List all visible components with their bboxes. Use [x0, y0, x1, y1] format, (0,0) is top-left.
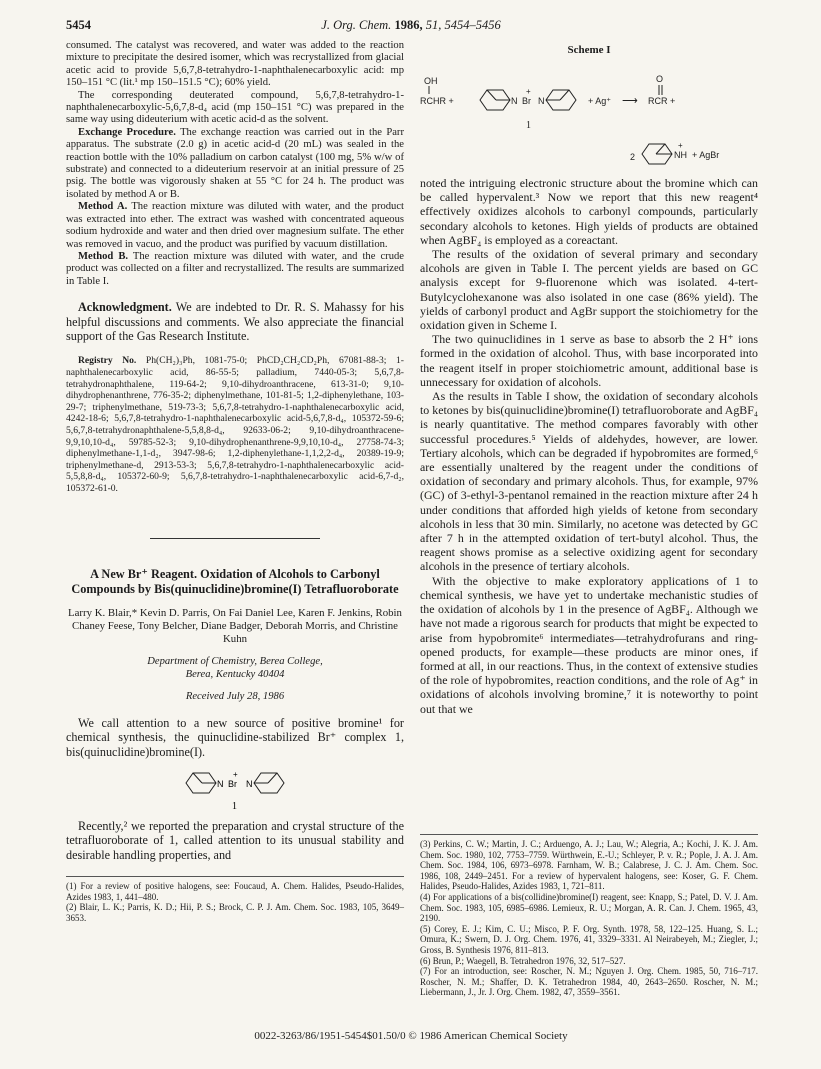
paragraph: consumed. The catalyst was recovered, and water was added to the reaction mixture to precipitate the desired isomer, which was recrystallized from glacial acetic acid to provide 5,6,7,8-tetrahydro-1-naphthalenecarboxylic acid: mp 150–151 °C (lit.¹ mp 150–151.5 °C); 60% yield. — [66, 40, 404, 89]
right-column — [420, 176, 758, 716]
footnote: (1) For a review of positive halogens, see: Foucaud, A. Chem. Halides, Pseudo-Halides, Azides 1983, 1, 441–480. — [66, 881, 404, 902]
affiliation: Department of Chemistry, Berea College, Berea, Kentucky 40404 — [147, 655, 323, 680]
svg-text:RCR +: RCR + — [648, 96, 676, 106]
acknowledgment: Acknowledgment. We are indebted to Dr. R. S. Mahassy for his helpful discussions and comments. We also appreciate the financial support of the Gas Research Institute. — [66, 300, 404, 343]
svg-text:RCHR +: RCHR + — [420, 96, 454, 106]
journal-citation: J. Org. Chem. 1986, 51, 5454–5456 — [321, 18, 501, 32]
svg-text:2: 2 — [630, 152, 636, 162]
paragraph: The results of the oxidation of several primary and secondary alcohols are given in Table I. The percent yields are based on GC analysis except for 9-fluorenone which was isolated. 4-tert-Butylcyclohexanone was also isolated in one case (86% yield). The yields of carbonyl product and AgBr support the stoichiometry for the oxidation given in Scheme I. — [420, 247, 758, 333]
footnote: (5) Corey, E. J.; Kim, C. U.; Misco, P. F. Org. Synth. 1978, 58, 122–125. Huang, S. L.; Omura, K.; Swern, D. J. Org. Chem. 1976, 41, 3329–3331. Al Neirabeyeh, M.; Ziegler, J.; Gross, B. Synthesis 1976, 811–813. — [420, 923, 758, 955]
scheme-1 — [420, 44, 758, 172]
divider — [150, 538, 320, 539]
paragraph: Method A. The reaction mixture was diluted with water, and the product was extracted into ether. The extract was washed with concentrated aqueous sodium hydroxide and water and then dried over magnesium sulfate. The ether was removed in vacuo, and the product was purified by vacuum distillation. — [66, 201, 405, 250]
paragraph: Exchange Procedure. The exchange reaction was carried out in the Parr apparatus. The substrate (2.0 g) in acetic acid-d (20 mL) was sealed in the reaction bottle with the 10% palladium on carbon catalyst (100 mg, 5% w/w of substrate) and connected to a dideuterium reservoir at an initial pressure of 25 psig. The bottle was vigorously shaken at 55 °C for 24 h. The product was isolated by method A or B. — [66, 126, 404, 200]
svg-text:+: + — [233, 770, 238, 780]
svg-text:1: 1 — [232, 801, 237, 813]
paragraph: As the results in Table I show, the oxidation of secondary alcohols to ketones by bis(quinuclidine)bromine(I) tetrafluoroborate and AgBF₄ is nearly quantitative. The method compares favorably with other successful procedures.⁵ Yields of aldehydes, however, are lower. Tertiary alcohols, which can be degraded if hypobromites are formed,⁶ are essentially unaltered by the reagent under the conditions of oxidation of secondary and primary alcohols. Thus, for example, 97% (GC) of 3-ethyl-3-pentanol remained in the reaction mixture after 24 h under conditions that afforded high yields of ketone from secondary alcohols in less that 30 min. Similarly, no acetone was detected by GC after 7 h in the attempted oxidation of tert-butyl alcohol. Thus, the reagent shows promise as a selective oxidizing agent for secondary alcohols in the presence of tertiary alcohols. — [420, 389, 758, 574]
page-header — [66, 18, 756, 36]
svg-text:+: + — [526, 87, 531, 96]
footnote: (4) For applications of a bis(collidine)bromine(I) reagent, see: Knapp, S.; Patel, D. V. J. Am. Chem. Soc. 1983, 105, 6985–6986. Lemieux, R. U.; Morgan, A. R. Can. J. Chem. 1965, 43, 2190. — [420, 891, 758, 924]
svg-text:+ Ag⁺: + Ag⁺ — [588, 96, 612, 106]
svg-text:+: + — [678, 141, 683, 150]
author-list: Larry K. Blair,* Kevin D. Parris, On Fai Daniel Lee, Karen F. Jenkins, Robin Chaney Feese, Tony Belcher, Diane Badger, Deborah Morris, and Christine Kuhn — [68, 607, 402, 646]
scheme-diagram — [420, 44, 758, 172]
svg-text:N: N — [217, 779, 224, 790]
scheme-title: Scheme I — [567, 44, 611, 56]
svg-text:N: N — [246, 779, 253, 790]
paragraph: noted the intriguing electronic structure about the bromine which can be called hypervalent.³ Now we report that this new reagent⁴ effectively oxidizes alcohols to carbonyl compounds, particularly secondary alcohols to ketones. High yields of products are obtained when AgBF₄ is employed as a coreactant. — [420, 176, 758, 247]
paragraph: The corresponding deuterated compound, 5,6,7,8-tetrahydro-1-naphthalenecarboxylic-5,6,7,8-d₄ acid (mp 150–151 °C) was prepared in the same way using dideuterium with acetic acid-d as the solvent. — [66, 89, 404, 126]
received-date: Received July 28, 1986 — [185, 691, 285, 703]
svg-text:OH: OH — [424, 76, 438, 86]
page-number: 5454 — [66, 18, 91, 32]
svg-text:N: N — [511, 96, 518, 106]
svg-text:⟶: ⟶ — [622, 95, 638, 107]
footnote: (6) Brun, P.; Waegell, B. Tetrahedron 1976, 32, 517–527. — [420, 955, 626, 966]
registry-numbers: Registry No. Ph(CH₂)₃Ph, 1081-75-0; PhCD₂CH₂CD₂Ph, 67081-88-3; 1-naphthalenecarboxylic acid, 86-55-5; palladium, 7440-05-3; 5,6,7,8-tetrahydronaphthalene, 119-64-2; 9,10-dihydroanthracene, 613-31-0; 9,10-dihydrophenanthrene, 776-35-2; diphenylmethane, 101-81-5; 1,2-diphenylethane, 103-29-7; triphenylmethane, 519-73-3; 5,6,7,8-tetrahydro-1-naphthalenecarboxylic acid, 4242-18-6; 5,6,7,8-tetrahydro-1-naphthalenecarboxylic acid-5,6,7,8-d₄, 105372-59-6; 5,6,7,8-tetrahydronaphthalene-5,5,8,8-d₄, 92633-06-2; 9,10-dihydroanthracene-9,9,10,10-d₄, 59785-52-3; 9,10-dihydrophenanthrene-9,9,10,10-d₄, 27758-74-3; diphenylmethane-1,1-d₂, 3947-98-6; 1,2-diphenylethane-1,1,2,2-d₄, 20389-19-9; triphenylmethane-d, 2913-53-3; 5,6,7,8-tetrahydro-1-naphthalenecarboxylic acid-5,5,8,8-d₄, 105372-60-9; 5,6,7,8-tetrahydro-1-naphthalenecarboxylic acid-6,7-d₂, 105372-61-0. — [66, 355, 404, 494]
paragraph: Recently,² we reported the preparation and crystal structure of the tetrafluoroborate of 1, called attention to its unusual stability and desirable handling properties, and — [66, 819, 404, 862]
svg-text:+ AgBr: + AgBr — [692, 150, 720, 160]
compound-1-structure — [66, 763, 404, 815]
svg-text:1: 1 — [526, 120, 531, 131]
svg-text:NH: NH — [674, 150, 687, 160]
paragraph: Method B. The reaction mixture was diluted with water, and the crude product was collected on a filter and recrystallized. The results are summarized in Table I. — [66, 250, 404, 287]
svg-text:O: O — [656, 74, 664, 84]
svg-text:Br: Br — [522, 96, 531, 106]
footnote: (2) Blair, L. K.; Parris, K. D.; Hii, P. S.; Brock, C. P. J. Am. Chem. Soc. 1983, 105, 3649–3653. — [66, 902, 404, 924]
svg-text:N: N — [538, 96, 545, 106]
svg-text:Br: Br — [228, 779, 237, 790]
left-column — [66, 40, 404, 924]
footnotes-right — [420, 834, 758, 998]
paragraph: The two quinuclidines in 1 serve as base to absorb the 2 H⁺ ions formed in the oxidation of alcohol. Thus, with base incorporated into the reagent itself in proper stoichiometric amount, additional base is unnecessary for oxidation of alcohols. — [420, 332, 758, 389]
bis-quinuclidine-bromine-icon — [66, 763, 404, 815]
article-title: A New Br⁺ Reagent. Oxidation of Alcohols to Carbonyl Compounds by Bis(quinuclidine)bromine(I) Tetrafluoroborate — [71, 567, 399, 597]
intro-paragraph: We call attention to a new source of positive bromine¹ for chemical synthesis, the quinuclidine-stabilized Br⁺ complex 1, bis(quinuclidine)bromine(I). — [66, 715, 404, 759]
footnotes-left — [66, 876, 404, 923]
page-footer: 0022-3263/86/1951-5454$01.50/0 © 1986 American Chemical Society — [254, 1030, 568, 1042]
paragraph: With the objective to make exploratory applications of 1 to chemical synthesis, we have yet to undertake mechanistic studies of the oxidation of alcohols by 1 in the presence of AgBF₄. Although we have not made a rigorous search for products that might be expected to arise from hypobromite⁶ intermediates—tetrahydrofurans and ring-opened products, for example—these products are minor ones, if formed at all, in our reactions. Thus, in the context of extensive studies of the role of hypobromites, reaction conditions, and the role of Ag⁺ in oxidations of alcohols involving bromine,⁷ it is noteworthy to point out that we — [420, 573, 758, 716]
footnote: (7) For an introduction, see: Roscher, N. M.; Nguyen J. Org. Chem. 1985, 50, 716–717. Roscher, N. M.; Shaffer, D. K. Tetrahedron 1984, 40, 2643–2650. Roscher, N. M.; Liebermann, J., Jr. J. Org. Chem. 1982, 47, 3559–3561. — [420, 966, 758, 998]
footnote: (3) Perkins, C. W.; Martin, J. C.; Arduengo, A. J.; Lau, W.; Alegria, A.; Kochi, J. K. J. Am. Chem. Soc. 1980, 102, 7753–7759. Würthwein, E.-U.; Schleyer, P. v. R.; Pople, J. A. J. Am. Chem. Soc. 1984, 106, 6973–6978. Farnham, W. B.; Calabrese, J. C. J. Am. Chem. Soc. 1986, 108, 2449–2451. For a review of hypervalent halogens, see: Koser, G. F. Chem. Halides, Pseudo-Halides, Azides 1983, 1, 721–811. — [420, 839, 758, 892]
